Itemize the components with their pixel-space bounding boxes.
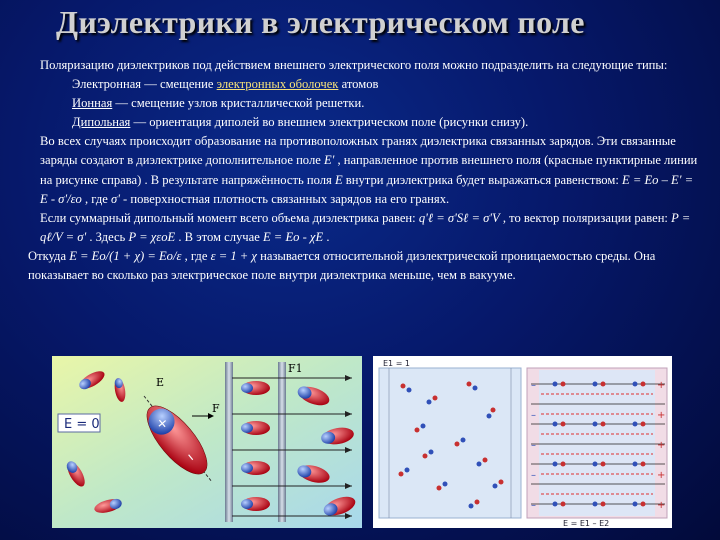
top-field-label: E1 = 1 [383,359,411,368]
type-dipole: Дипольная — ориентация диполей во внешнем электрическом поле (рисунки снизу). [72,115,529,130]
plate-right [278,362,286,522]
svg-text:–: – [531,500,536,511]
bound-charges-paragraph: Во всех случаях происходит образование на противоположных гранях диэлектрика связанных зарядов. Эти связанные заряды создают в диэлектрике дополнительное поле E' , направленное против внешнего поля (красные пунктирные линии на рисунке справа) . В результате напряжённость поля E внутри диэлектрика будет выражаться равенством: E = Eo – E' = E - σ'/εo , где σ' - поверхностная плотность связанных зарядов на его гранях. [40,134,698,206]
vector-f1-label: F1 [288,362,303,375]
svg-text:–: – [181,447,202,466]
svg-text:–: – [531,440,536,451]
slide-title: Диэлектрики в электрическом поле [56,4,585,40]
plate-left [225,362,233,522]
body-text [28,56,700,285]
permittivity-paragraph: Откуда E = Eo/(1 + χ) = Eo/ε , где ε = 1 + χ называется относительной диэлектрической проницаемостью среды. Она показывает во сколько раз электрическое поле внутри диэлектрика меньше, чем в вакууме. [28,248,656,283]
vector-f-label: F [212,402,220,415]
bound-charges-figure [373,356,672,528]
svg-text:–: – [531,380,536,391]
svg-text:+: + [657,470,666,481]
electron-shells-link[interactable]: электронных оболочек [216,77,339,92]
bottom-field-label: E = E1 – E2 [563,519,610,528]
svg-text:+: + [657,410,666,421]
type-ionic: Ионная — смещение узлов кристаллической решетки. [72,96,365,111]
vector-e-label: E [156,376,165,389]
svg-text:–: – [531,410,536,421]
dipole-orientation-figure [52,356,362,528]
field-zero-label: E = 0 [64,417,100,432]
svg-text:+: + [657,440,666,451]
intro-paragraph: Поляризацию диэлектриков под действием внешнего электрического поля можно подразделить на следующие типы: [40,58,668,72]
svg-text:+: + [657,380,666,391]
svg-text:+: + [152,414,172,434]
polarization-paragraph: Если суммарный дипольный момент всего объема диэлектрика равен: q'ℓ = σ'Sℓ = σ'V , то вектор поляризации равен: P = qℓ/V = σ' . Здесь P = χεoE . В этом случае E = Eo - χE . [40,210,691,244]
svg-text:+: + [657,500,666,511]
type-electronic: Электронная — смещение электронных оболочек атомов [72,77,379,92]
svg-text:–: – [531,470,536,481]
